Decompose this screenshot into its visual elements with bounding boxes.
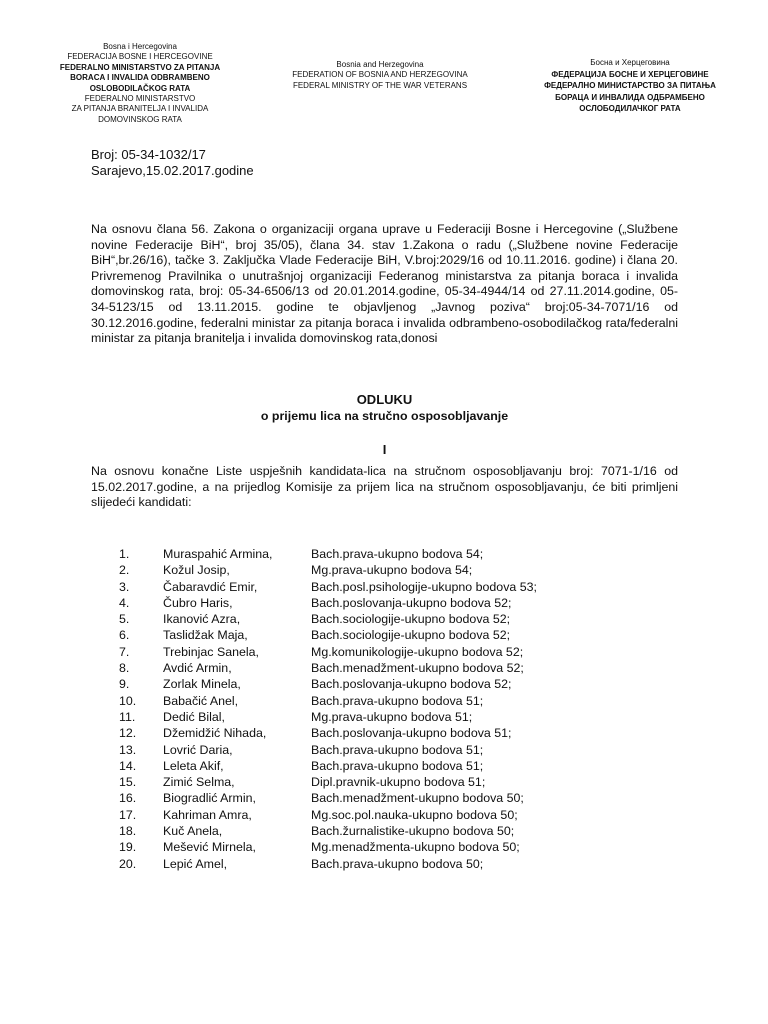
header-line: ОСЛОБОДИЛАЧКОГ РАТА xyxy=(579,104,681,114)
header-line: ФЕДЕРАЛНО МИНИСТАРСТВО ЗА ПИТАЊА xyxy=(544,81,716,91)
candidate-degree: Mg.prava-ukupno bodova 51; xyxy=(311,709,473,724)
candidate-degree: Dipl.pravnik-ukupno bodova 51; xyxy=(311,775,486,790)
list-item xyxy=(91,743,651,759)
candidate-degree: Bach.prava-ukupno bodova 51; xyxy=(311,693,484,708)
list-item xyxy=(91,694,651,710)
candidate-name: Kuč Anela, xyxy=(163,824,223,839)
candidate-number: 5. xyxy=(119,612,130,627)
decision-subtitle: o prijemu lica na stručno osposobljavanje xyxy=(260,409,509,423)
candidate-name: Mešević Mirnela, xyxy=(163,840,256,855)
candidate-degree: Mg.soc.pol.nauka-ukupno bodova 50; xyxy=(311,807,518,822)
header-line: ФЕДЕРАЦИЈА БОСНЕ И ХЕРЦЕГОВИНЕ xyxy=(551,69,709,79)
candidate-degree: Mg.prava-ukupno bodova 54; xyxy=(311,563,473,578)
candidate-name: Džemidžić Nihada, xyxy=(163,726,267,741)
list-item xyxy=(91,645,651,661)
header-line: FEDERACIJA BOSNE I HERCEGOVINE xyxy=(67,52,213,62)
candidate-degree: Mg.komunikologije-ukupno bodova 52; xyxy=(311,644,524,659)
list-item xyxy=(91,710,651,726)
candidate-number: 19. xyxy=(119,840,137,855)
header-middle-english xyxy=(270,60,490,91)
list-item xyxy=(91,775,651,791)
candidate-number: 2. xyxy=(119,563,130,578)
candidate-name: Lepić Amel, xyxy=(163,856,228,871)
header-line: ZA PITANJA BRANITELJA I INVALIDA xyxy=(71,104,209,114)
list-item xyxy=(91,596,651,612)
candidate-name: Čabaravdić Emir, xyxy=(163,579,258,594)
reference-place-date: Sarajevo,15.02.2017.godine xyxy=(91,163,254,178)
candidate-name: Taslidžak Maja, xyxy=(163,628,248,643)
candidate-number: 13. xyxy=(119,742,137,757)
list-item xyxy=(91,824,651,840)
list-item xyxy=(91,791,651,807)
candidate-number: 3. xyxy=(119,579,130,594)
candidate-degree: Bach.žurnalistike-ukupno bodova 50; xyxy=(311,824,515,839)
candidate-number: 11. xyxy=(119,709,136,724)
header-line: БОРАЦА И ИНВАЛИДА ОДБРАМБЕНО xyxy=(555,92,705,102)
header-line: FEDERAL MINISTRY OF THE WAR VETERANS xyxy=(292,80,468,90)
candidate-number: 4. xyxy=(119,595,130,610)
header-line: Bosnia and Herzegovina xyxy=(336,60,424,69)
candidate-degree: Bach.prava-ukupno bodova 54; xyxy=(311,547,484,561)
candidate-number: 7. xyxy=(119,644,130,659)
document-reference xyxy=(91,147,254,179)
list-item xyxy=(91,857,651,873)
list-item xyxy=(91,726,651,742)
header-line: FEDERALNO MINISTARSTVO ZA PITANJA xyxy=(59,62,221,72)
header-right-cyrillic xyxy=(515,57,745,115)
candidate-name: Avdić Armin, xyxy=(163,661,232,676)
candidate-degree: Bach.menadžment-ukupno bodova 52; xyxy=(311,661,524,676)
candidate-degree: Mg.menadžmenta-ukupno bodova 50; xyxy=(311,840,520,855)
header-line: FEDERATION OF BOSNIA AND HERZEGOVINA xyxy=(292,70,468,80)
decision-title: ODLUKU xyxy=(356,392,413,407)
candidate-name: Lovrić Daria, xyxy=(163,742,233,757)
candidate-degree: Bach.menadžment-ukupno bodova 50; xyxy=(311,791,524,806)
intro-paragraph xyxy=(91,222,678,347)
section-number: I xyxy=(382,442,387,457)
list-item xyxy=(91,547,651,563)
list-item xyxy=(91,563,651,579)
candidate-number: 12. xyxy=(119,726,137,741)
candidate-degree: Bach.prava-ukupno bodova 50; xyxy=(311,856,484,871)
reference-number: Broj: 05-34-1032/17 xyxy=(91,147,206,162)
candidate-name: Leleta Akif, xyxy=(163,758,224,773)
candidate-degree: Bach.sociologije-ukupno bodova 52; xyxy=(311,612,511,627)
candidate-number: 6. xyxy=(119,628,130,643)
header-left-bosnian xyxy=(30,42,250,125)
list-item xyxy=(91,661,651,677)
decision-paragraph-text: Na osnovu konačne Liste uspješnih kandidata-lica na stručnom osposobljavanju broj: 7071-1/16 od 15.02.2017.godine, a na prijedlog Komisije za prijem lica na stručnom osposobljavanju, će biti primljeni slijedeći kandidati: xyxy=(91,464,678,510)
candidate-number: 15. xyxy=(119,775,137,790)
candidate-number: 9. xyxy=(119,677,130,692)
candidate-number: 14. xyxy=(119,758,137,773)
candidate-degree: Bach.prava-ukupno bodova 51; xyxy=(311,758,484,773)
candidate-name: Zimić Selma, xyxy=(163,775,235,790)
header-line: BORACA I INVALIDA ODBRAMBENO xyxy=(70,73,210,83)
list-item xyxy=(91,677,651,693)
candidate-name: Dedić Bilal, xyxy=(163,709,225,724)
list-item xyxy=(91,612,651,628)
candidate-name: Ikanović Azra, xyxy=(163,612,241,627)
list-item xyxy=(91,840,651,856)
header-line: FEDERALNO MINISTARSTVO xyxy=(84,94,196,104)
list-item xyxy=(91,759,651,775)
candidate-name: Trebinjac Sanela, xyxy=(163,644,259,659)
decision-paragraph xyxy=(91,464,678,511)
candidate-number: 16. xyxy=(119,791,137,806)
intro-text: Na osnovu člana 56. Zakona o organizaciji organa uprave u Federaciji Bosne i Hercegovine („Službene novine Federacije BiH“, broj 35/05), člana 34. stav 1.Zakona o radu („Službene novine Federacije BiH“,br.26/16), tačke 3. Zaključka Vlade Federacije BiH, V.broj:2029/16 od 10.11.2016. godine) i člana 20. Privremenog Pravilnika o unutrašnjoj organizaciji Federanog ministarstva za pitanja boraca i invalida domovinskog rata, broj: 05-34-6506/13 od 20.01.2014.godine, 05-34-4944/14 od 27.11.2014.godine, 05-34-5123/15 od 13.11.2015. godine te objavljenog „Javnog poziva“ broj:05-34-7071/16 od 30.12.2016.godine, federalni ministar za pitanja boraca i invalida odbrambeno-osobodilačkog rata/federalni ministar za pitanja branitelja i invalida domovinskog rata,donosi xyxy=(91,222,678,346)
header-line: OSLOBODILAČKOG RATA xyxy=(89,83,191,93)
candidate-list xyxy=(91,547,651,873)
candidate-name: Muraspahić Armina, xyxy=(163,547,273,561)
candidate-number: 10. xyxy=(119,693,137,708)
candidate-degree: Bach.prava-ukupno bodova 51; xyxy=(311,742,484,757)
header-line: Босна и Херцеговина xyxy=(590,58,670,67)
header-line: DOMOVINSKOG RATA xyxy=(98,114,182,124)
candidate-name: Biogradlić Armin, xyxy=(163,791,256,806)
candidate-degree: Bach.sociologije-ukupno bodova 52; xyxy=(311,628,511,643)
candidate-name: Zorlak Minela, xyxy=(163,677,241,692)
candidate-name: Čubro Haris, xyxy=(163,595,233,610)
candidate-degree: Bach.posl.psihologije-ukupno bodova 53; xyxy=(311,579,537,594)
list-item xyxy=(91,628,651,644)
candidate-name: Kahriman Amra, xyxy=(163,807,252,822)
candidate-number: 18. xyxy=(119,824,137,839)
candidate-number: 1. xyxy=(119,547,130,561)
candidate-number: 17. xyxy=(119,807,137,822)
candidate-number: 8. xyxy=(119,661,130,676)
candidate-degree: Bach.poslovanja-ukupno bodova 51; xyxy=(311,726,512,741)
header-line: Bosna i Hercegovina xyxy=(103,42,177,51)
candidate-name: Kožul Josip, xyxy=(163,563,230,578)
candidate-name: Babačić Anel, xyxy=(163,693,239,708)
candidate-number: 20. xyxy=(119,856,137,871)
candidate-degree: Bach.poslovanja-ukupno bodova 52; xyxy=(311,677,512,692)
candidate-degree: Bach.poslovanja-ukupno bodova 52; xyxy=(311,595,512,610)
list-item xyxy=(91,580,651,596)
list-item xyxy=(91,808,651,824)
